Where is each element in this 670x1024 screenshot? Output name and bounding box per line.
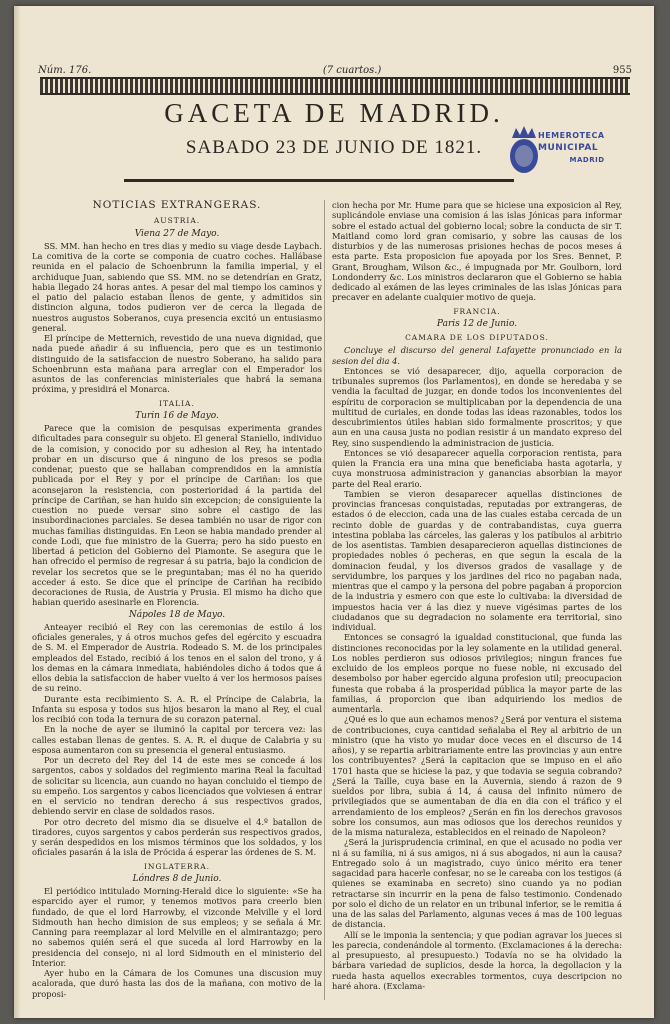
masthead-date: SABADO 23 DE JUNIO DE 1821.	[185, 137, 483, 158]
masthead-title: GACETA DE MADRID.	[164, 98, 504, 128]
speech-intro: Concluye el discurso del general Lafayette pronunciado en la sesion del dia 4.	[332, 345, 622, 366]
dateline-napoles: Nápoles 18 de Mayo.	[128, 609, 226, 620]
dateline-londres: Lóndres 8 de Junio.	[132, 873, 222, 884]
paragraph: ¿Será la jurisprudencia criminal, en que el acusado no podia ver ni á su familia, ni á sus amigos, ni á sus abogados, ni aun la causa? Entregado solo á un magistrado, cuyo único mérito era tener sagacidad para hacerle confesar, no se le careaba con los testigos (á quienes se examinaba en secreto) sino cuando ya no podian retractarse sin incurrir en la pena de falso testimonio. Condenado por solo el dicho de un relator en un tribunal inferior, se le remitia á una de las salas del Parlamento, algunas veces á mas de 100 leguas de distancia.	[332, 837, 622, 930]
price: (7 cuartos.)	[322, 64, 382, 76]
masthead-rule	[124, 179, 514, 182]
paragraph: Entonces se vió desaparecer aquella corporacion rentista, para quien la Francia era una mina que beneficiaba hasta agotarla, y cuya monstruosa administracion y ganancias absorbian la mayor parte del Real erario.	[332, 447, 622, 489]
left-column	[32, 200, 322, 999]
section-inglaterra: INGLATERRA.	[143, 861, 211, 871]
right-column	[332, 200, 622, 991]
paragraph: Tambien se vieron desaparecer aquellas distinciones de provincias francesas conquistadas, reputadas por extrangeras, de estados ó de eleccion, cada una de las cuales estaba cercada de un recinto doble de guardas y de contrabandistas, cuya guerra intestina poblaba las cárceles, las galeras y los patíbulos al arbitrio de los asentistas. Tambien desaparecieron aquellas distinciones de propiedades nobles ó pecheras, en que segun la escala de la dominacion feudal, y los diversos grados de vasallage y de servidumbre, los parques y los jardines del rico no pagaban nada, mientras que el campo y la persona del pobre pagaban á proporcion de la industria y esmero con que este lo cultivaba: la diversidad de impuestos hacia ver á las diez y nueve vigésimas partes de los ciudadanos que su degradacion no solamente era territorial, sino individual.	[332, 488, 622, 632]
paragraph: El periódico intitulado Morning-Herald dice lo siguiente: «Se ha esparcido ayer el rumor, y tenemos motivos para creerlo bien fundado, de que el lord Harrowby, el vizconde Melville y el lord Sidmouth han hecho dimision de sus empleos; y se señala á Mr. Canning para reemplazar al lord Melville en el almirantazgo; pero no sabemos quién será el que suceda al lord Harrowby en la presidencia del consejo, ni al lord Sidmouth en el ministerio del Interior.	[32, 886, 322, 968]
dateline-turin: Turin 16 de Mayo.	[135, 410, 219, 421]
library-stamp	[504, 124, 624, 179]
paragraph: El príncipe de Metternich, revestido de una nueva dignidad, que nada puede añadir á su influencia, pero que es un testimonio distinguido de la satisfaccion de nuestro Soberano, ha salido para Schoenbrunn esta mañana para arreglar con el Emperador los asuntos de las conferencias ministeriales que habrá la semana próxima, y presidirá el Monarca.	[32, 333, 322, 395]
dateline-paris: Paris 12 de Junio.	[436, 318, 518, 329]
stamp-text: HEMEROTECA MUNICIPAL MADRID	[538, 131, 605, 164]
section-austria: AUSTRIA.	[153, 216, 201, 226]
newspaper-page	[14, 6, 654, 1018]
subsection-camara: CAMARA DE LOS DIPUTADOS.	[405, 333, 549, 342]
paragraph: ¿Qué es lo que aun echamos menos? ¿Será por ventura el sistema de contribuciones, cuya cantidad señalaba el Rey al arbitrio de un ministro (que ha visto yo mudar doce veces en el discurso de 14 años), y se repartia arbitrariamente entre las provincias y aun entre los contribuyentes? ¿Será la capitacion que se impuso en el año 1701 hasta que se hiciese la paz, y que todavia se seguia cobrando? ¿Será la Taille, cuya base en la Auvernia, siendo á razon de 9 sueldos por libra, subia á 14, á causa del infinito número de privilegiados que se aumentaban de dia en dia con el tráfico y el arrendamiento de los empleos? ¿Serán en fin los derechos gravosos sobre los consumos, aun mas odiosos que los derechos reunidos y de la misma naturaleza, establecidos en el reinado de Napoleon?	[332, 714, 622, 837]
paragraph: Entonces se vió desaparecer, dijo, aquella corporacion de tribunales supremos (los Parlamentos), en donde se heredaba y se vendia la facultad de juzgar, en donde todos los inconvenientes del espíritu de corporacion se multiplicaban por la dependencia de una multitud de curiales, en donde todas las ideas razonables, todos los descubrimientos útiles habian sido formalmente proscritos; y que aun en una causa justa no podian resistir á un mandato expreso del Rey, sino suspendiendo la administracion de justicia.	[332, 365, 622, 448]
paragraph: Parece que la comision de pesquisas experimenta grandes dificultades para conseguir su objeto. El general Staniello, individuo de la comision, y conocido por su adhesion al Rey, ha intentado probar en un discurso que á ninguno de los presos se podia condenar, puesto que se hallaban comprendidos en la amnistía publicada por el Rey y por el príncipe de Cariñan: los que aconsejaron la resistencia, con posterioridad á la partida del príncipe de Cariñan, se han huido sin excepcion; de consiguiente la cuestion no puede versar sino sobre el castigo de las insubordinaciones parciales. Se desea también no usar de rigor con muchas familias distinguidas. En Leon se habia mandado prender al conde Lodi, que fue ministro de la Guerra; pero ha sido puesto en libertad á peticion del Gobierno del Piamonte. Se asegura que le han ofrecido el permiso de regresar á su patria, bajo la condicion de revelar los secretos que se le preguntaban; mas él no ha querido acceder á esto. Se dice que el príncipe de Cariñan ha recibido decoraciones de Rusia, de Austria y Prusia. El mismo ha dicho que habian querido asesinarle en Florencia.	[32, 423, 322, 608]
paragraph: Por un decreto del Rey del 14 de este mes se concede á los sargentos, cabos y soldados del regimiento marina Real la facultad de solicitar su licencia, aun cuando no hayan concluido el tiempo de su empeño. Los sargentos y cabos licenciados que volviesen á entrar en el servicio no tendran derecho á sus respectivos grados, debiendo servir en clase de soldados rasos.	[32, 755, 322, 817]
paragraph: SS. MM. han hecho en tres dias y medio su viage desde Laybach. La comitiva de la corte se componia de cuatro coches. Hallábase reunida en el palacio de Schoenbrunn la familia imperial, y el archiduque Juan, sabiendo que SS. MM. no se detendrían en Gratz, habia llegado 24 horas antes. A pesar del mal tiempo los caminos y el patio del palacio estaban llenos de gente, y admitidos sin distincion alguna, todos pudieron ver de cerca la llegada de nuestros augustos Soberanos, cuya presencia excitó un entusiasmo general.	[32, 240, 322, 333]
paragraph: Por otro decreto del mismo dia se disuelve el 4.º batallon de tiradores, cuyos sargentos y cabos perderán sus respectivos grados, y serán despedidos en los mismos términos que los soldados, y los oficiales pasarán á la isla de Prócida á esperar las órdenes de S. M.	[32, 816, 322, 858]
section-heading: NOTICIAS EXTRANGERAS.	[92, 199, 262, 211]
column-divider	[324, 200, 325, 1000]
paragraph: Allí se le imponia la sentencia; y que podian agravar los jueces si les parecia, condenándole al tormento. (Exclamaciones á la derecha: al presupuesto, al presupuesto.) Todavía no se ha olvidado la bárbara variedad de suplicios, desde la horca, la degollacion y la rueda hasta aquellos execrables tormentos, cuya descripcion no haré ahora. (Exclama-	[332, 929, 622, 991]
paragraph: Ayer hubo en la Cámara de los Comunes una discusion muy acalorada, que duró hasta las dos de la mañana, con motivo de la proposi-	[32, 968, 322, 999]
paragraph: Durante esta recibimiento S. A. R. el Príncipe de Calabria, la Infanta su esposa y todos sus hijos besaron la mano al Rey, el cual los recibió con toda la ternura de su corazon paternal.	[32, 693, 322, 724]
section-italia: ITALIA.	[159, 398, 195, 408]
paragraph: En la noche de ayer se iluminó la capital por tercera vez: las calles estaban llenas de gentes. S. A. R. el duque de Calabria y su esposa aumentaron con su presencia el general entusiasmo.	[32, 724, 322, 755]
page-number: 955	[612, 64, 632, 76]
paragraph: cion hecha por Mr. Hume para que se hiciese una exposicion al Rey, suplicándole enviase una comision á las islas Jónicas para informar sobre el estado actual del gobierno local; sobre la conducta de sir T. Maitland como lord gran comisario, y sobre las causas de los disturbios y de las numerosas prisiones hechas de pocos meses á esta parte. Esta proposicion fue apoyada por los Sres. Bennet, P. Grant, Brougham, Wilson &c., é impugnada por Mr. Goulborn, lord Londonderry &c. Los ministros declararon que el Gobierno se habia dedicado al exámen de las leyes criminales de las islas Jónicas para precaver en adelante cualquier motivo de queja.	[332, 200, 622, 303]
ornamental-border	[40, 77, 630, 95]
paragraph: Anteayer recibió el Rey con las ceremonias de estilo á los oficiales generales, y á otros muchos gefes del egército y escuadra de S. M. el Emperador de Austria. Rodeado S. M. de los principales empleados del Estado, recibió á los tenos en el salon del trono, y á los demas en la cámara inmediata, habiéndoles dicho á todos que á ellos debia la satisfaccion de haber vuelto á ver los hermosos países de su reino.	[32, 621, 322, 694]
issue-number: Núm. 176.	[38, 64, 92, 76]
paragraph: Entonces se consagró la igualdad constitucional, que funda las distinciones reconocidas por la ley solamente en la utilidad general. Los nobles perdieron sus odiosos privilegios; ningun frances fue excluido de los empleos porque no fuese noble, ni excusado del desembolso por haber egercido alguna profesion util; preocupacion funesta que robaba á la prosperidad pública la mayor parte de las familias, á proporcion que iban adquiriendo los medios de aumentarla.	[332, 632, 622, 714]
section-francia: FRANCIA.	[453, 306, 501, 316]
dateline-viena: Viena 27 de Mayo.	[134, 228, 220, 239]
